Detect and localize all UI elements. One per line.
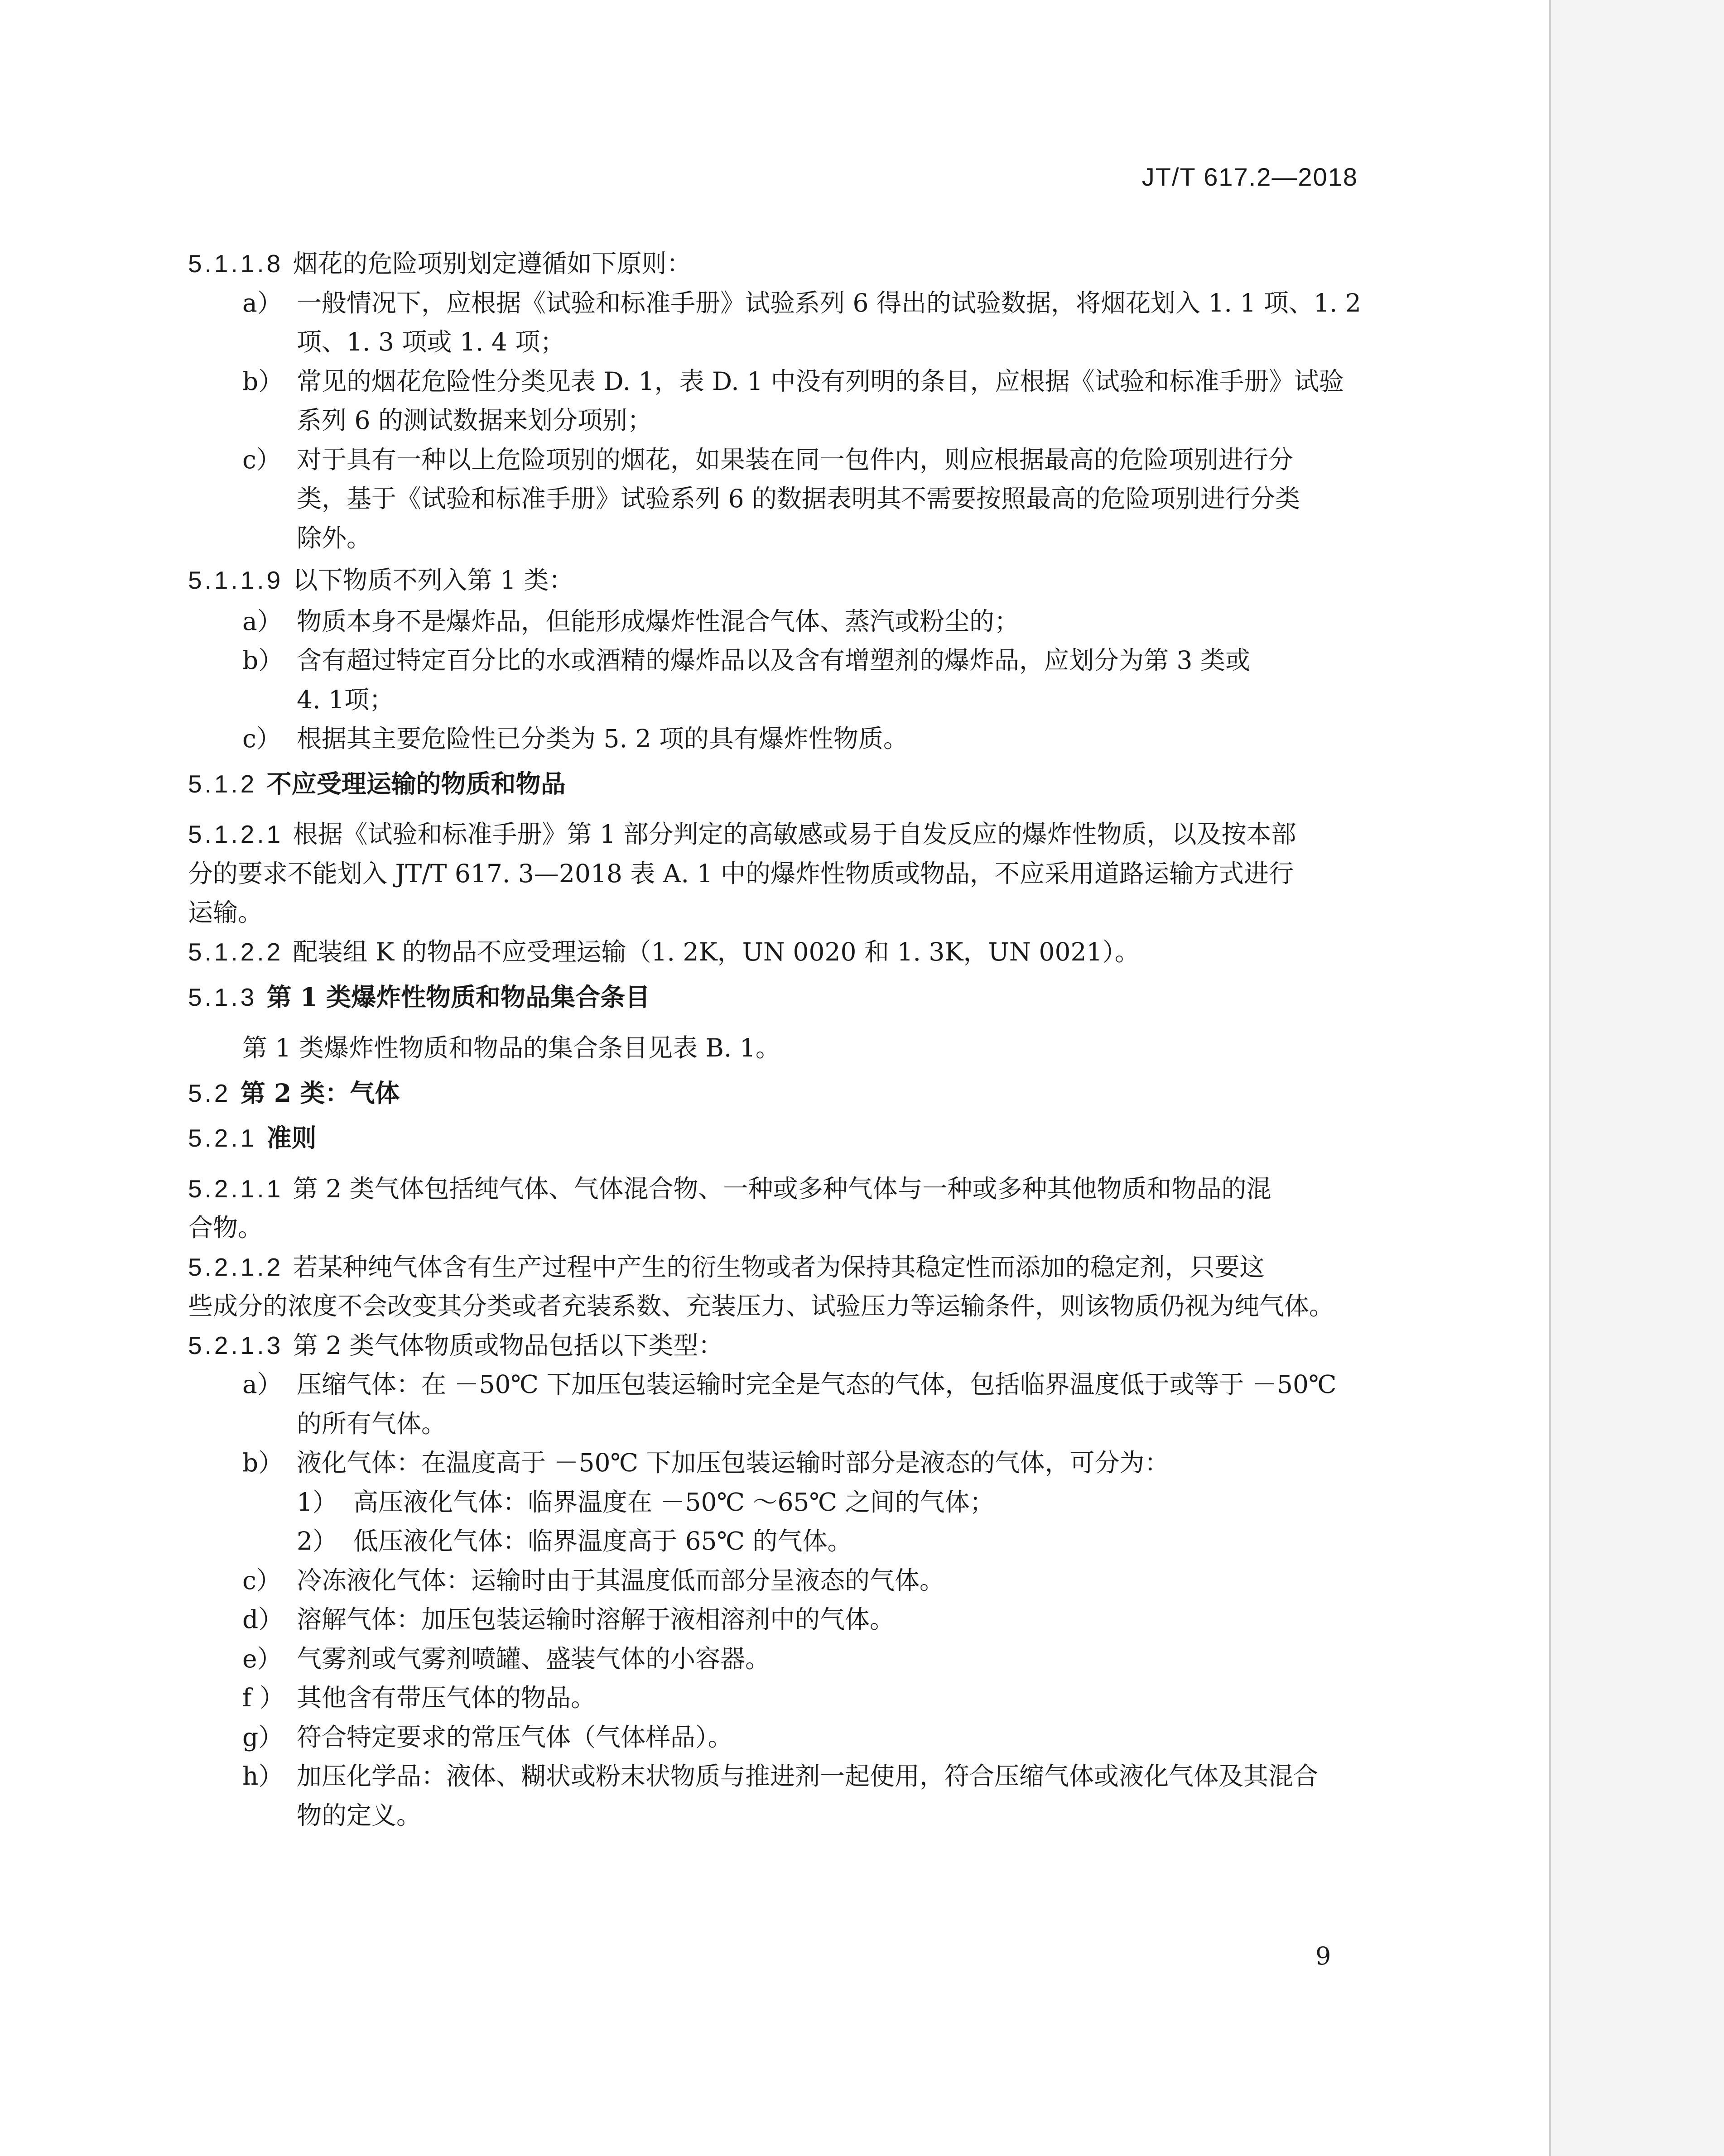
text-line-cont — [297, 1803, 421, 1828]
standard-code-header: JT/T 617.2—2018 — [1141, 163, 1358, 191]
text-line-item — [242, 1764, 1318, 1789]
line-text: 物质本身不是爆炸品，但能形成爆炸性混合气体、蒸汽或粉尘的； — [297, 607, 1020, 636]
text-line-clause — [188, 937, 1140, 966]
list-marker: b） — [242, 646, 284, 675]
line-text: 分的要求不能划入 JT/T 617. 3—2018 表 A. 1 中的爆炸性物质或物品，不应采用道路运输方式进行 — [188, 859, 1294, 888]
line-text: 低压液化气体：临界温度高于 65℃ 的气体。 — [353, 1527, 852, 1556]
line-text: 高压液化气体：临界温度在 －50℃ ～65℃ 之间的气体； — [353, 1488, 995, 1517]
list-marker: c） — [242, 1566, 281, 1595]
text-line-sub — [297, 1490, 994, 1515]
list-marker: a） — [242, 607, 282, 636]
line-text: 其他含有带压气体的物品。 — [297, 1683, 596, 1712]
list-marker: a） — [242, 1370, 282, 1399]
text-line-heading — [188, 984, 650, 1010]
line-text: 气雾剂或气雾剂喷罐、盛装气体的小容器。 — [297, 1644, 771, 1673]
line-text: 冷冻液化气体：运输时由于其温度低而部分呈液态的气体。 — [297, 1566, 945, 1595]
text-line-item — [242, 609, 1019, 634]
list-marker: 2） — [297, 1527, 337, 1556]
text-line-plain — [188, 861, 1294, 886]
text-line-item — [242, 288, 1361, 317]
line-text: 常见的烟花危险性分类见表 D. 1，表 D. 1 中没有列明的条目，应根据《试验和标准手册》试验 — [297, 367, 1344, 396]
text-line-clause — [188, 822, 1296, 847]
clause-number: 5.1.2 — [188, 770, 267, 798]
line-text: 第 1 类爆炸性物质和物品的集合条目见表 B. 1。 — [242, 1033, 780, 1062]
line-text: 含有超过特定百分比的水或酒精的爆炸品以及含有增塑剂的爆炸品，应划分为第 3 类或 — [297, 646, 1250, 675]
text-line-sub — [297, 1529, 852, 1554]
line-text: 第 2 类气体包括纯气体、气体混合物、一种或多种气体与一种或多种其他物质和物品的混 — [293, 1174, 1271, 1203]
line-text: 配装组 K 的物品不应受理运输（1. 2K，UN 0020 和 1. 3K，UN 0021）。 — [293, 937, 1140, 966]
text-line-clause — [188, 1255, 1265, 1280]
clause-number: 5.2.1.1 — [188, 1175, 293, 1203]
line-text: 合物。 — [188, 1213, 263, 1242]
text-line-clause — [188, 568, 573, 593]
clause-number: 5.1.2.1 — [188, 820, 293, 848]
line-text: 不应受理运输的物质和物品 — [266, 769, 566, 798]
text-line-cont — [297, 523, 372, 552]
line-text: 液化气体：在温度高于 －50℃ 下加压包装运输时部分是液态的气体，可分为： — [297, 1448, 1170, 1477]
text-line-item — [242, 1725, 733, 1750]
line-text: 若某种纯气体含有生产过程中产生的衍生物或者为保持其稳定性而添加的稳定剂，只要这 — [293, 1253, 1265, 1282]
line-text: 的所有气体。 — [297, 1409, 447, 1438]
list-marker: g） — [242, 1723, 284, 1752]
line-text: 符合特定要求的常压气体（气体样品）。 — [297, 1723, 733, 1752]
line-text: 运输。 — [188, 898, 263, 927]
line-text: 压缩气体：在 －50℃ 下加压包装运输时完全是气态的气体，包括临界温度低于或等于 －50℃ — [297, 1370, 1337, 1399]
line-text: 对于具有一种以上危险项别的烟花，如果装在同一包件内，则应根据最高的危险项别进行分 — [297, 445, 1294, 474]
text-line-cont — [297, 327, 565, 356]
list-marker: c） — [242, 445, 281, 474]
text-line-item — [242, 1372, 1336, 1397]
text-line-clause — [188, 251, 692, 276]
line-text: 第 2 类：气体 — [240, 1078, 400, 1108]
line-text: 溶解气体：加压包装运输时溶解于液相溶剂中的气体。 — [297, 1605, 895, 1634]
list-marker: h） — [242, 1762, 284, 1791]
list-marker: b） — [242, 367, 284, 396]
text-line-item — [242, 1450, 1169, 1475]
line-text: 烟花的危险项别划定遵循如下原则： — [293, 249, 692, 278]
line-text: 些成分的浓度不会改变其分类或者充装系数、充装压力、试验压力等运输条件，则该物质仍视为纯气体。 — [188, 1292, 1334, 1320]
text-line-plain — [188, 900, 263, 925]
line-text: 根据《试验和标准手册》第 1 部分判定的高敏感或易于自发反应的爆炸性物质，以及按本部 — [293, 820, 1296, 849]
line-text: 以下物质不列入第 1 类： — [293, 566, 574, 595]
text-line-heading — [188, 1080, 400, 1106]
text-line-item — [242, 726, 908, 751]
list-marker: f ） — [242, 1683, 284, 1712]
text-line-cont — [297, 687, 394, 712]
page-number: 9 — [1315, 1942, 1331, 1970]
text-line-item — [242, 1685, 596, 1710]
text-line-item — [242, 1607, 895, 1632]
text-line-item — [242, 1644, 771, 1673]
list-marker: b） — [242, 1448, 284, 1477]
text-line-heading — [188, 1125, 317, 1151]
list-marker: 1） — [297, 1488, 337, 1517]
clause-number: 5.2.1.3 — [188, 1331, 293, 1359]
line-text: 一般情况下，应根据《试验和标准手册》试验系列 6 得出的试验数据，将烟花划入 1. 1 项、1. 2 — [297, 288, 1361, 317]
line-text: 系列 6 的测试数据来划分项别； — [297, 406, 652, 435]
line-text: 物的定义。 — [297, 1801, 422, 1830]
list-marker: c） — [242, 724, 281, 753]
clause-number: 5.1.1.9 — [188, 566, 293, 594]
clause-number: 5.1.3 — [188, 983, 267, 1011]
text-line-para — [242, 1033, 780, 1062]
text-line-clause — [188, 1333, 723, 1358]
text-line-cont — [297, 408, 652, 433]
list-marker: e） — [242, 1644, 282, 1673]
line-text: 根据其主要危险性已分类为 5. 2 项的具有爆炸性物质。 — [297, 724, 908, 753]
line-text: 准则 — [266, 1123, 317, 1152]
list-marker: d） — [242, 1605, 284, 1634]
clause-number: 5.2.1 — [188, 1124, 267, 1152]
text-line-cont — [297, 1409, 447, 1438]
line-text: 第 1 类爆炸性物质和物品集合条目 — [266, 982, 650, 1012]
text-line-heading — [188, 771, 566, 797]
text-line-clause — [188, 1176, 1271, 1201]
text-line-cont — [297, 486, 1300, 511]
clause-number: 5.1.2.2 — [188, 938, 293, 966]
text-line-plain — [188, 1294, 1334, 1319]
line-text: 除外。 — [297, 523, 372, 552]
list-marker: a） — [242, 288, 282, 317]
clause-number: 5.2.1.2 — [188, 1253, 293, 1281]
line-text: 4. 1项； — [297, 685, 394, 714]
line-text: 项、1. 3 项或 1. 4 项； — [297, 327, 565, 356]
text-line-item — [242, 1568, 944, 1593]
page-edge — [1549, 0, 1551, 2156]
line-text: 第 2 类气体物质或物品包括以下类型： — [293, 1331, 723, 1360]
page-edge-shade — [1551, 0, 1724, 2156]
line-text: 加压化学品：液体、糊状或粉末状物质与推进剂一起使用，符合压缩气体或液化气体及其混合 — [297, 1762, 1319, 1791]
text-line-plain — [188, 1215, 263, 1240]
text-line-item — [242, 447, 1293, 472]
clause-number: 5.2 — [188, 1079, 241, 1107]
clause-number: 5.1.1.8 — [188, 250, 293, 278]
text-line-item — [242, 648, 1250, 673]
line-text: 类，基于《试验和标准手册》试验系列 6 的数据表明其不需要按照最高的危险项别进行分类 — [297, 484, 1300, 513]
text-line-item — [242, 369, 1344, 394]
